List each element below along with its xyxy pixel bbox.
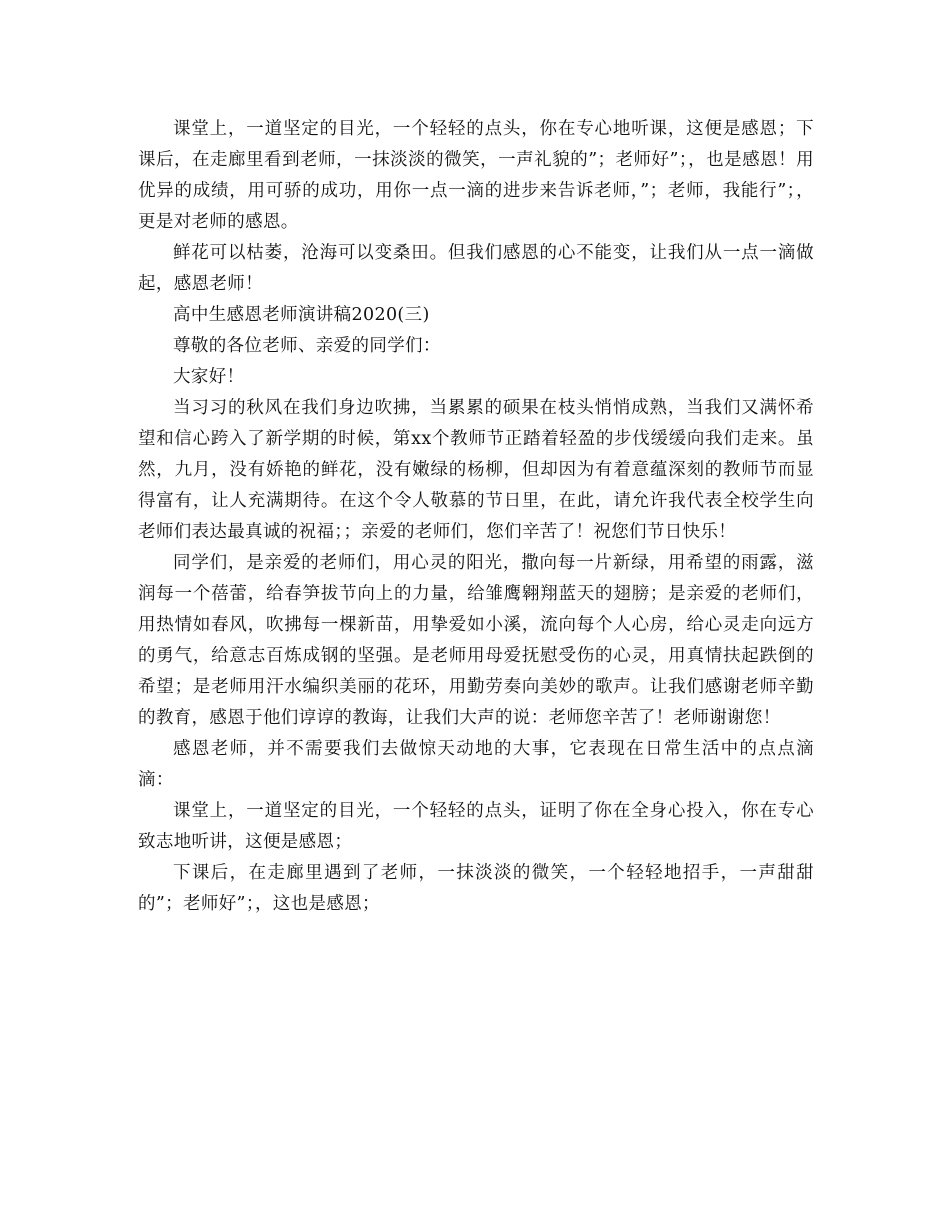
paragraph-classroom: 课堂上，一道坚定的目光，一个轻轻的点头，证明了你在全身心投入，你在专心致志地听讲，这便是感恩； xyxy=(138,801,814,852)
paragraph-classmates: 同学们，是亲爱的老师们，用心灵的阳光，撒向每一片新绿，用希望的雨露，滋润每一个蓓蕾，给春笋拔节向上的力量，给雏鹰翱翔蓝天的翅膀；是亲爱的老师们，用热情如春风，吹拂每一棵新苗，用挚爱如小溪，流向每个人心房，给心灵走向远方的勇气，给意志百炼成钢的坚强。是老师用母爱抚慰受伤的心灵，用真情扶起跌倒的希望；是老师用汗水编织美丽的花环，用勤劳奏向美妙的歌声。让我们感谢老师辛勤的教育，感恩于他们谆谆的教诲，让我们大声的说：老师您辛苦了！老师谢谢您！ xyxy=(138,553,814,728)
greeting: 大家好！ xyxy=(173,367,245,387)
document-page xyxy=(138,114,814,920)
salutation: 尊敬的各位老师、亲爱的同学们： xyxy=(173,336,441,356)
paragraph-after-class: 下课后，在走廊里遇到了老师，一抹淡淡的微笑，一个轻轻地招手，一声甜甜的”；老师好”；，这也是感恩； xyxy=(138,863,814,914)
section-title: 高中生感恩老师演讲稿2020(三) xyxy=(173,305,430,325)
paragraph-autumn: 当习习的秋风在我们身边吹拂，当累累的硕果在枝头悄悄成熟，当我们又满怀希望和信心跨入了新学期的时候，第xx个教师节正踏着轻盈的步伐缓缓向我们走来。虽然，九月，没有娇艳的鲜花，没有嫩绿的杨柳，但却因为有着意蕴深刻的教师节而显得富有，让人充满期待。在这个令人敬慕的节日里，在此，请允许我代表全校学生向老师们表达最真诚的祝福；；亲爱的老师们，您们辛苦了！祝您们节日快乐！ xyxy=(138,398,814,542)
paragraph-everyday-thanks: 感恩老师，并不需要我们去做惊天动地的大事，它表现在日常生活中的点点滴滴： xyxy=(138,739,814,790)
paragraph-thanks-in-class: 课堂上，一道坚定的目光，一个轻轻的点头，你在专心地听课，这便是感恩；下课后，在走廊里看到老师，一抹淡淡的微笑，一声礼貌的”；老师好”；，也是感恩！用优异的成绩，用可骄的成功，用你一点一滴的进步来告诉老师，”；老师，我能行”；，更是对老师的感恩。 xyxy=(138,119,814,232)
paragraph-flowers: 鲜花可以枯萎，沧海可以变桑田。但我们感恩的心不能变，让我们从一点一滴做起，感恩老师！ xyxy=(138,243,814,294)
